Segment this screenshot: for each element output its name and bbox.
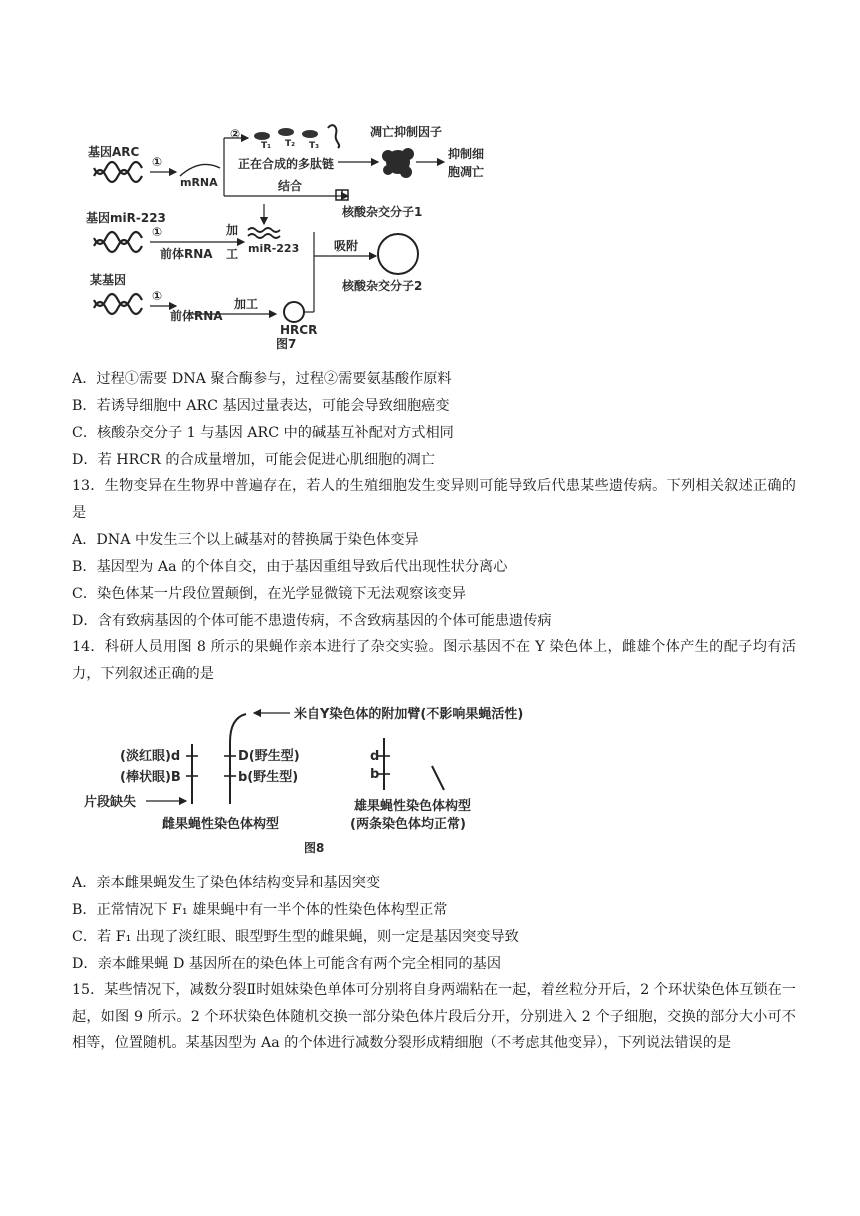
- t3-label: T₃: [309, 141, 320, 151]
- q14-option-d: D．亲本雌果蝇 D 基因所在的染色体上可能含有两个完全相同的基因: [72, 956, 502, 972]
- d-wild-label: D(野生型): [238, 749, 300, 764]
- q12-option-a: A．过程①需要 DNA 聚合酶参与，过程②需要氨基酸作原料: [72, 371, 452, 387]
- dna-helix-icon: [94, 162, 142, 182]
- process-label-2: 工: [226, 247, 239, 261]
- male-y-chromosome: [432, 766, 444, 790]
- q13-option-a: A．DNA 中发生三个以上碱基对的替换属于染色体变异: [72, 532, 419, 548]
- protein-blob-icon: [382, 148, 414, 178]
- polypeptide-label: 正在合成的多肽链: [238, 157, 335, 171]
- some-gene-label: 某基因: [90, 273, 127, 287]
- q13-option-d: D．含有致病基因的个体可能不患遗传病，不含致病基因的个体可能患遗传病: [72, 613, 552, 629]
- t2-label: T₂: [285, 139, 296, 149]
- q12-option-c: C．核酸杂交分子 1 与基因 ARC 中的碱基互补配对方式相同: [72, 425, 454, 441]
- hrcr-ring-icon: [284, 302, 304, 322]
- figure-7: [80, 118, 490, 350]
- male-config-label-2: (两条染色体均正常): [350, 817, 466, 832]
- q14-option-b: B．正常情况下 F₁ 雄果蝇中有一半个体的性染色体构型正常: [72, 902, 448, 918]
- q14-option-c: C．若 F₁ 出现了淡红眼、眼型野生型的雌果蝇，则一定是基因突变导致: [72, 929, 519, 945]
- q14-option-a: A．亲本雌果蝇发生了染色体结构变异和基因突变: [72, 875, 381, 891]
- precursor-rna-label-2: 前体RNA: [170, 309, 223, 323]
- inhibit-label-1: 抑制细: [448, 147, 485, 161]
- figure-8: [80, 700, 580, 858]
- mrna-label: mRNA: [180, 176, 218, 189]
- precursor-rna-label: 前体RNA: [160, 247, 213, 261]
- male-config-label-1: 雄果蝇性染色体构型: [354, 799, 472, 814]
- y-arm-label: 米自Y染色体的附加臂(不影响果蝇活性): [294, 707, 524, 722]
- q14-stem: 14．科研人员用图 8 所示的果蝇作亲本进行了杂交实验。图示基因不在 Y 染色体上，雌雄个体产生的配子均有活力，下列叙述正确的是: [72, 639, 796, 682]
- bar-eye-label: (棒状眼)B: [120, 770, 181, 785]
- gene-mir-label: 基因miR-223: [86, 211, 166, 225]
- q12-option-b: B．若诱导细胞中 ARC 基因过量表达，可能会导致细胞癌变: [72, 398, 450, 414]
- adsorb-label: 吸附: [334, 239, 359, 253]
- figure8-caption: 图8: [304, 841, 325, 855]
- mir223-label: miR-223: [248, 242, 300, 255]
- hybrid1-label: 核酸杂交分子1: [342, 205, 423, 219]
- male-b-label: b: [370, 767, 380, 782]
- process-label: 加工: [234, 297, 259, 311]
- apoptosis-inhibitor-label: 凋亡抑制因子: [370, 125, 443, 139]
- q13-option-c: C．染色体某一片段位置颠倒，在光学显微镜下无法观察该变异: [72, 586, 466, 602]
- dna-helix-icon: [94, 294, 142, 314]
- pale-red-label: (淡红眼)d: [120, 749, 181, 764]
- process-label-1: 加: [226, 223, 239, 237]
- step1-label-3: ①: [152, 289, 163, 303]
- male-d-label: d: [370, 749, 380, 764]
- bind-label: 结合: [278, 179, 303, 193]
- dna-helix-icon: [94, 232, 142, 252]
- gene-arc-label: 基因ARC: [88, 145, 140, 159]
- hybrid-molecule-1-icon: [336, 190, 348, 200]
- deletion-label: 片段缺失: [84, 795, 137, 810]
- mirna-icon: [248, 228, 280, 238]
- hybrid-molecule-2-icon: [378, 234, 418, 274]
- q13-stem: 13．生物变异在生物界中普遍存在，若人的生殖细胞发生变异则可能导致后代患某些遗传病。下列相关叙述正确的是: [72, 478, 796, 521]
- q12-option-d: D．若 HRCR 的合成量增加，可能会促进心肌细胞的凋亡: [72, 452, 435, 468]
- b-wild-label: b(野生型): [238, 770, 299, 785]
- inhibit-label-2: 胞凋亡: [448, 165, 485, 179]
- step1-label-2: ①: [152, 225, 163, 239]
- t1-label: T₁: [261, 141, 272, 151]
- hrcr-label: HRCR: [280, 323, 318, 337]
- hybrid2-label: 核酸杂交分子2: [342, 279, 423, 293]
- step2-label: ②: [230, 127, 241, 141]
- step1-label: ①: [152, 155, 163, 169]
- female-config-label: 雌果蝇性染色体构型: [162, 817, 280, 832]
- q15-stem: 15．某些情况下，减数分裂Ⅱ时姐妹染色单体可分别将自身两端粘在一起，着丝粒分开后，2 个环状染色体互锁在一起，如图 9 所示。2 个环状染色体随机交换一部分染色体片段后分开，分别进入 2 个子细胞，交换的部分大小可不相等，位置随机。某基因型为 Aa 的个体进行减数分裂形成精细胞（不考虑其他变异），下列说法错误的是: [72, 982, 796, 1051]
- figure7-caption: 图7: [276, 337, 297, 350]
- q13-option-b: B．基因型为 Aa 的个体自交，由于基因重组导致后代出现性状分离心: [72, 559, 508, 575]
